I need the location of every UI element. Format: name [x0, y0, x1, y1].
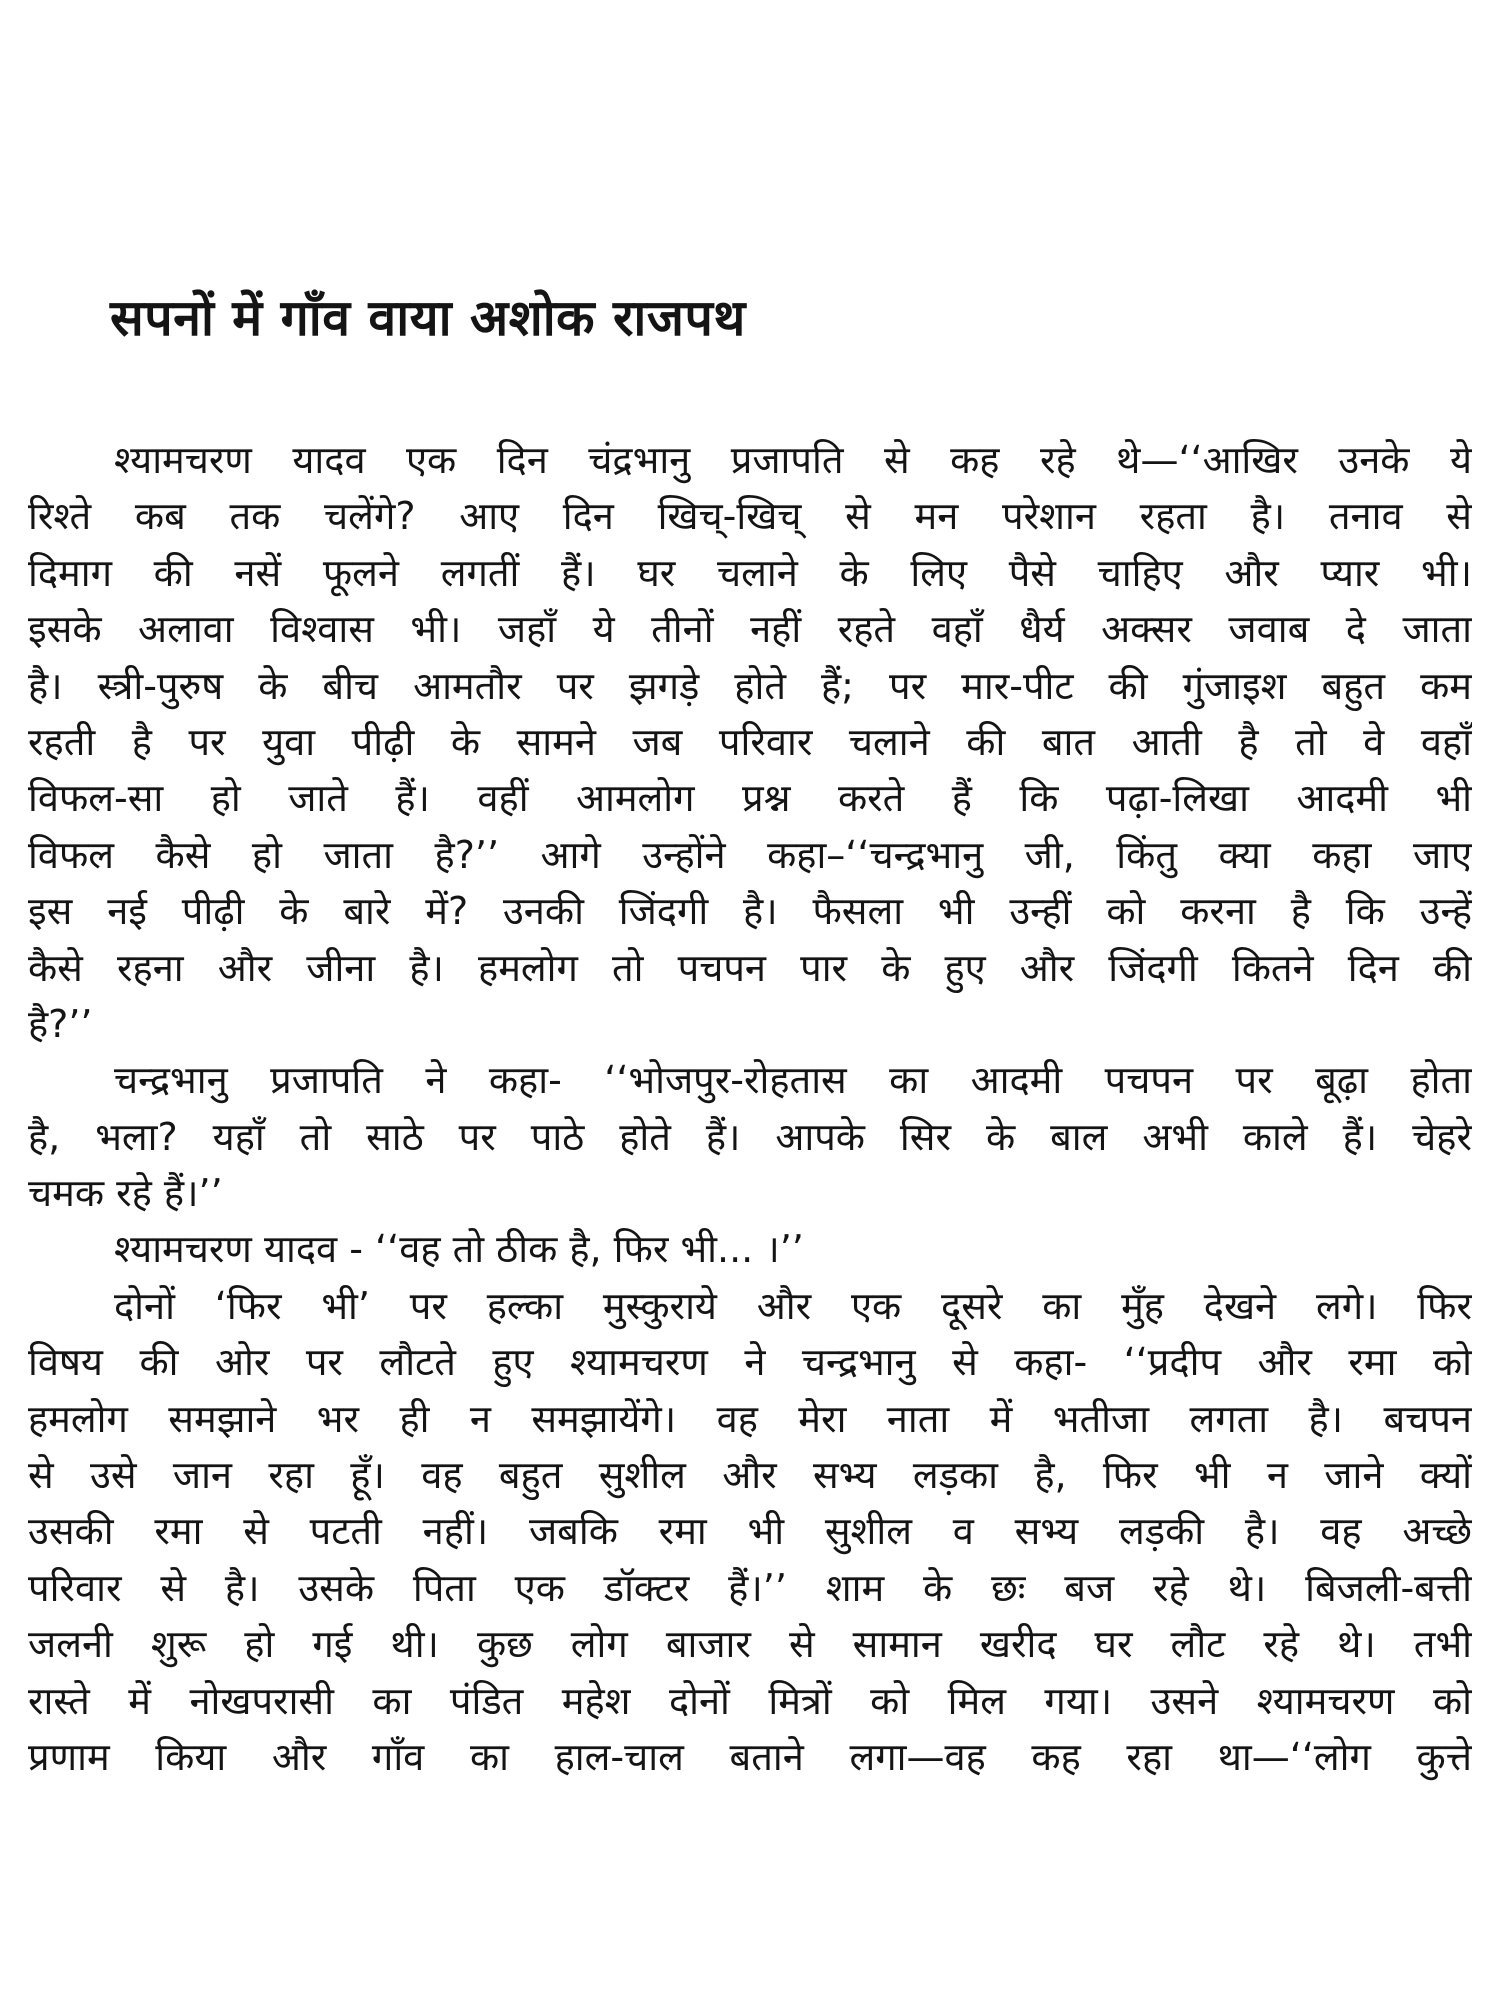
- text-line: है?’’: [28, 1001, 93, 1046]
- text-line: प्रणाम किया और गाँव का हाल-चाल बताने लगा—वह कह रहा था—‘‘लोग कुत्ते: [28, 1734, 1472, 1779]
- text-line: है। स्त्री-पुरुष के बीच आमतौर पर झगड़े होते हैं; पर मार-पीट की गुंजाइश बहुत कम: [28, 663, 1472, 708]
- text-line: रास्ते में नोखपरासी का पंडित महेश दोनों मित्रों को मिल गया। उसने श्यामचरण को: [28, 1678, 1472, 1723]
- text-line: दिमाग की नसें फूलने लगतीं हैं। घर चलाने के लिए पैसे चाहिए और प्यार भी।: [28, 550, 1472, 595]
- body-text: [28, 432, 1472, 1785]
- text-line: रहती है पर युवा पीढ़ी के सामने जब परिवार चलाने की बात आती है तो वे वहाँ: [28, 719, 1472, 764]
- text-line: श्यामचरण यादव - ‘‘वह तो ठीक है, फिर भी... ।’’: [114, 1227, 804, 1272]
- text-line: इस नई पीढ़ी के बारे में? उनकी जिंदगी है। फैसला भी उन्हीं को करना है कि उन्हें: [28, 889, 1472, 934]
- document-page: [28, 0, 1472, 2000]
- text-line: जलनी शुरू हो गई थी। कुछ लोग बाजार से सामान खरीद घर लौट रहे थे। तभी: [28, 1622, 1472, 1667]
- text-line: से उसे जान रहा हूँ। वह बहुत सुशील और सभ्य लड़का है, फिर भी न जाने क्यों: [28, 1453, 1472, 1498]
- text-line: विफल कैसे हो जाता है?’’ आगे उन्होंने कहा–‘‘चन्द्रभानु जी, किंतु क्या कहा जाए: [28, 832, 1472, 877]
- text-line: परिवार से है। उसके पिता एक डॉक्टर हैं।’’ शाम के छः बज रहे थे। बिजली-बत्ती: [28, 1565, 1472, 1610]
- text-line: रिश्ते कब तक चलेंगे? आए दिन खिच्-खिच् से मन परेशान रहता है। तनाव से: [28, 494, 1472, 539]
- text-line: श्यामचरण यादव एक दिन चंद्रभानु प्रजापति से कह रहे थे—‘‘आखिर उनके ये: [114, 438, 1472, 482]
- text-line: विफल-सा हो जाते हैं। वहीं आमलोग प्रश्न करते हैं कि पढ़ा-लिखा आदमी भी: [28, 776, 1472, 821]
- text-line: चमक रहे हैं।’’: [28, 1171, 223, 1216]
- text-line: कैसे रहना और जीना है। हमलोग तो पचपन पार के हुए और जिंदगी कितने दिन की: [28, 945, 1472, 990]
- text-line: इसके अलावा विश्वास भी। जहाँ ये तीनों नहीं रहते वहाँ धैर्य अक्सर जवाब दे जाता: [28, 607, 1472, 652]
- text-line: हमलोग समझाने भर ही न समझायेंगे। वह मेरा नाता में भतीजा लगता है। बचपन: [28, 1396, 1472, 1441]
- text-line: उसकी रमा से पटती नहीं। जबकि रमा भी सुशील व सभ्य लड़की है। वह अच्छे: [28, 1509, 1472, 1554]
- text-line: दोनों ‘फिर भी’ पर हल्का मुस्कुराये और एक दूसरे का मुँह देखने लगे। फिर: [114, 1283, 1472, 1328]
- chapter-title: सपनों में गाँव वाया अशोक राजपथ: [110, 289, 746, 347]
- text-line: चन्द्रभानु प्रजापति ने कहा- ‘‘भोजपुर-रोहतास का आदमी पचपन पर बूढ़ा होता: [114, 1058, 1472, 1103]
- text-line: है, भला? यहाँ तो साठे पर पाठे होते हैं। आपके सिर के बाल अभी काले हैं। चेहरे: [28, 1114, 1472, 1159]
- text-line: विषय की ओर पर लौटते हुए श्यामचरण ने चन्द्रभानु से कहा- ‘‘प्रदीप और रमा को: [28, 1340, 1472, 1385]
